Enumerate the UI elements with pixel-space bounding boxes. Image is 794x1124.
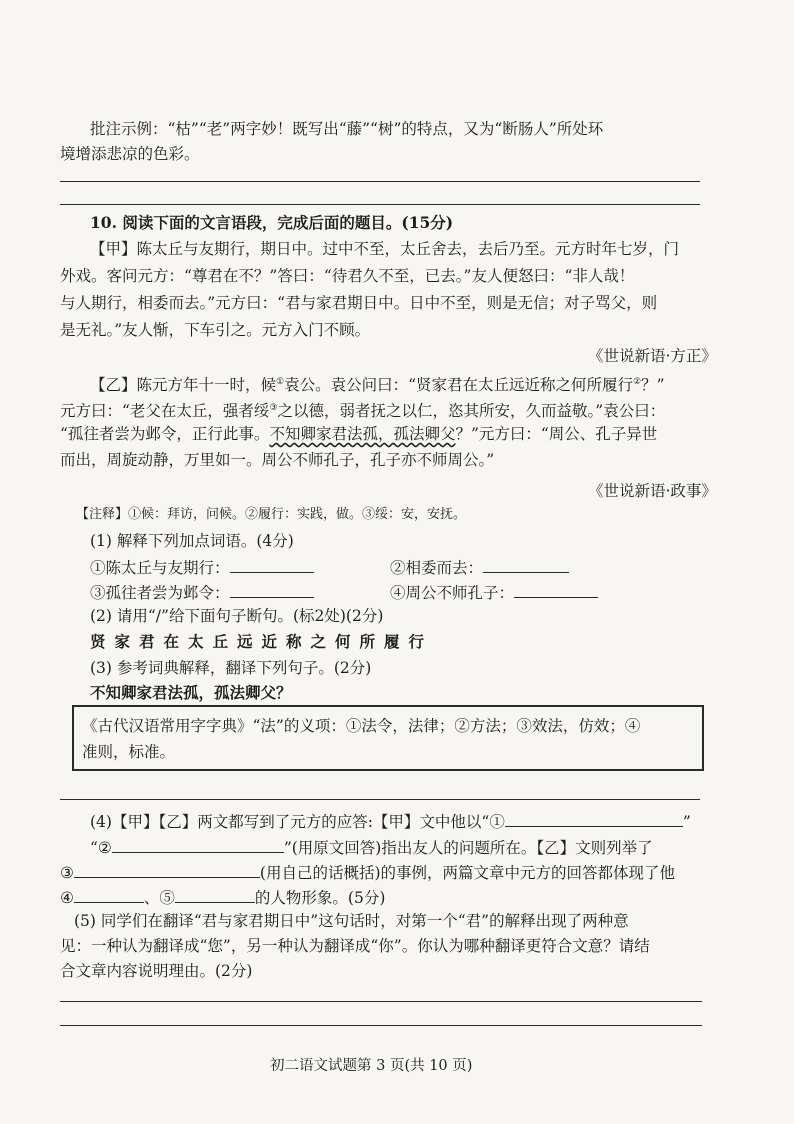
answer-blank[interactable] <box>112 836 284 853</box>
dictionary-line2: 准则，标准。 <box>82 743 176 761</box>
passage-jia-line2: 外戏。客问元方：“尊君在不？”答曰：“待君久不至，已去。”友人便怒曰：“非人哉！ <box>60 267 635 285</box>
subquestion-1-title: (1) 解释下列加点词语。(4分) <box>90 532 294 550</box>
footnote-mark: ③ <box>269 403 278 413</box>
subquestion-4-line2: “② ”(用原文回答)指出友人的问题所在。【乙】文则列举了 <box>90 836 653 858</box>
annotation-example-line2: 境增添悲凉的色彩。 <box>60 145 200 163</box>
answer-line <box>60 1001 702 1002</box>
subquestion-1-item-4: ④周公不师孔子： <box>390 581 598 603</box>
wavy-underlined-sentence: 不知卿家君法孤，孤法卿父 <box>269 425 456 443</box>
dictionary-line1: 《古代汉语常用字字典》“法”的义项：①法令，法律；②方法；③效法，仿效；④ <box>82 717 641 735</box>
subquestion-4-line3: ③ (用自己的话概括)的事例，两篇文章中元方的回答都体现了他 <box>60 861 675 883</box>
sentence-to-translate: 不知卿家君法孤，孤法卿父？ <box>90 683 292 702</box>
answer-blank[interactable] <box>483 556 569 573</box>
footnote-mark: ① <box>276 377 285 387</box>
footnote-mark: ② <box>633 377 642 387</box>
passage-yi-line4: 而出，周旋动静，万里如一。周公不师孔子，孔子亦不师周公。” <box>60 451 495 469</box>
subquestion-5-line3: 合文章内容说明理由。(2分) <box>60 962 253 980</box>
subquestion-1-item-2: ②相委而去： <box>390 556 569 578</box>
answer-blank[interactable] <box>514 581 598 598</box>
answer-line <box>60 799 700 800</box>
page-footer: 初二语文试题第 3 页(共 10 页) <box>270 1058 473 1074</box>
subquestion-3-title: (3) 参考词典解释，翻译下列句子。(2分) <box>90 659 372 677</box>
subquestion-1-item-1: ①陈太丘与友期行： <box>90 556 314 578</box>
passage-yi-line1: 【乙】陈元方年十一时，候①袁公。袁公问曰：“贤家君在太丘远近称之何所履行②？” <box>90 376 665 395</box>
answer-blank[interactable] <box>505 810 683 827</box>
footnotes: 【注释】①候：拜访，问候。②履行：实践，做。③绥：安，安抚。 <box>76 507 467 522</box>
answer-blank[interactable] <box>175 886 255 903</box>
subquestion-4-line1: (4)【甲】【乙】两文都写到了元方的应答:【甲】文中他以“① ” <box>90 810 691 832</box>
answer-blank[interactable] <box>74 861 260 878</box>
passage-jia-line1: 【甲】陈太丘与友期行，期日中。过中不至，太丘舍去，去后乃至。元方时年七岁，门 <box>90 240 680 258</box>
annotation-example-line1: 批注示例：“枯”“老”两字妙！既写出“藤”“树”的特点，又为“断肠人”所处环 <box>90 120 604 138</box>
passage-jia-line3: 与人期行，相委而去。”元方曰：“君与家君期日中。日中不至，则是无信；对子骂父，则 <box>60 294 658 312</box>
subquestion-2-title: (2) 请用“/”给下面句子断句。(标2处)(2分) <box>90 607 384 625</box>
passage-yi-line3: “孤往者尝为邺令，正行此事。不知卿家君法孤，孤法卿父？”元方曰：“周公、孔子异世 <box>60 425 658 443</box>
subquestion-4-line4: ④ 、⑤ 的人物形象。(5分) <box>60 886 385 908</box>
answer-line <box>60 181 700 182</box>
passage-jia-source: 《世说新语·方正》 <box>588 347 717 365</box>
subquestion-5-line2: 见：一种认为翻译成“您”，另一种认为翻译成“你”。你认为哪种翻译更符合文意？请结 <box>60 937 650 955</box>
answer-line <box>60 1025 702 1026</box>
answer-blank[interactable] <box>230 581 314 598</box>
sentence-to-punctuate: 贤家君在太丘远近称之何所履行 <box>90 632 434 651</box>
answer-blank[interactable] <box>230 556 314 573</box>
question-10-title: 10. 阅读下面的文言语段，完成后面的题目。(15分) <box>90 213 454 232</box>
subquestion-1-item-3: ③孤往者尝为邺令： <box>90 581 314 603</box>
answer-line <box>60 204 700 205</box>
passage-yi-line2: 元方曰：“老父在太丘，强者绥③之以德，弱者抚之以仁，恣其所安，久而益敬。”袁公曰： <box>60 402 666 421</box>
subquestion-5-line1: (5) 同学们在翻译“君与家君期日中”这句话时，对第一个“君”的解释出现了两种意 <box>74 912 629 930</box>
answer-blank[interactable] <box>74 886 144 903</box>
passage-yi-source: 《世说新语·政事》 <box>588 482 717 500</box>
passage-jia-line4: 是无礼。”友人惭，下车引之。元方入门不顾。 <box>60 321 371 339</box>
